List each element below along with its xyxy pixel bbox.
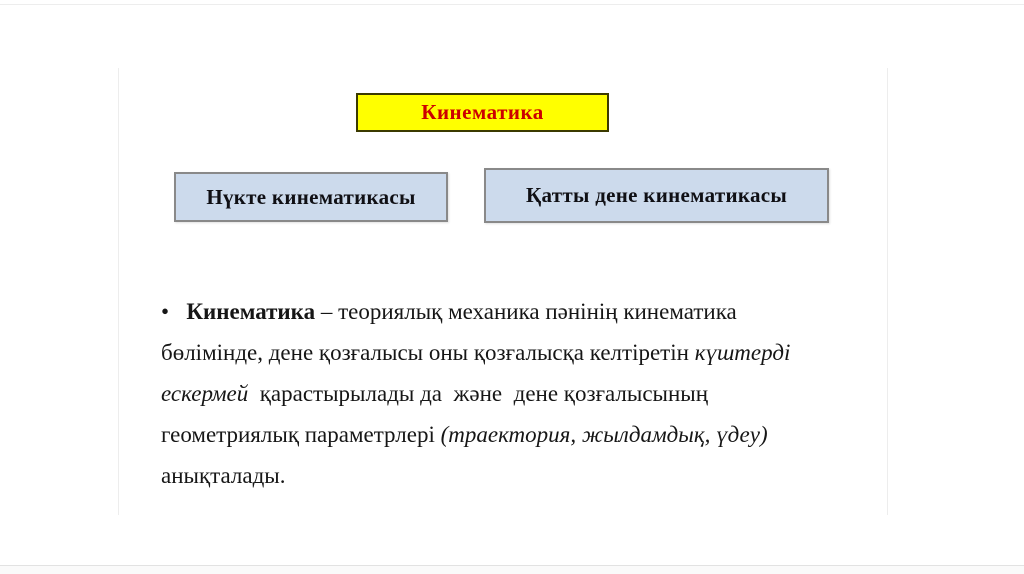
body-line: [161, 373, 883, 414]
body-segment-italic: ескермей: [161, 381, 249, 406]
body-line: [161, 332, 883, 373]
box-rigid-body-kinematics-label: Қатты дене кинематикасы: [525, 183, 788, 207]
top-divider: [0, 4, 1024, 5]
body-segment-normal: •: [161, 299, 187, 324]
body-segment-normal: қарастырылады да және дене қозғалысының: [248, 381, 709, 406]
bottom-margin-strip: [0, 566, 1024, 574]
body-segment-italic: (траектория, жылдамдық, үдеу): [440, 422, 768, 447]
body-segment-bold: Кинематика: [186, 299, 316, 324]
title-box-kinematika: [356, 93, 609, 132]
box-rigid-body-kinematics: [484, 168, 829, 223]
title-box-label: Кинематика: [421, 100, 544, 124]
body-segment-normal: геометриялық параметрлері: [161, 422, 441, 447]
body-line: [161, 414, 883, 455]
box-point-kinematics: [174, 172, 448, 222]
body-line: [161, 291, 883, 332]
body-line: [161, 455, 883, 496]
definition-paragraph: [161, 291, 883, 496]
body-segment-normal: бөлімінде, дене қозғалысы оны қозғалысқа келтіретін: [161, 340, 695, 365]
body-segment-normal: анықталады.: [161, 463, 286, 488]
slide-canvas: [118, 68, 888, 515]
body-segment-italic: күштерді: [694, 340, 791, 365]
box-point-kinematics-label: Нүкте кинематикасы: [206, 184, 416, 209]
body-segment-normal: – теориялық механика пәнінің кинематика: [315, 299, 737, 324]
